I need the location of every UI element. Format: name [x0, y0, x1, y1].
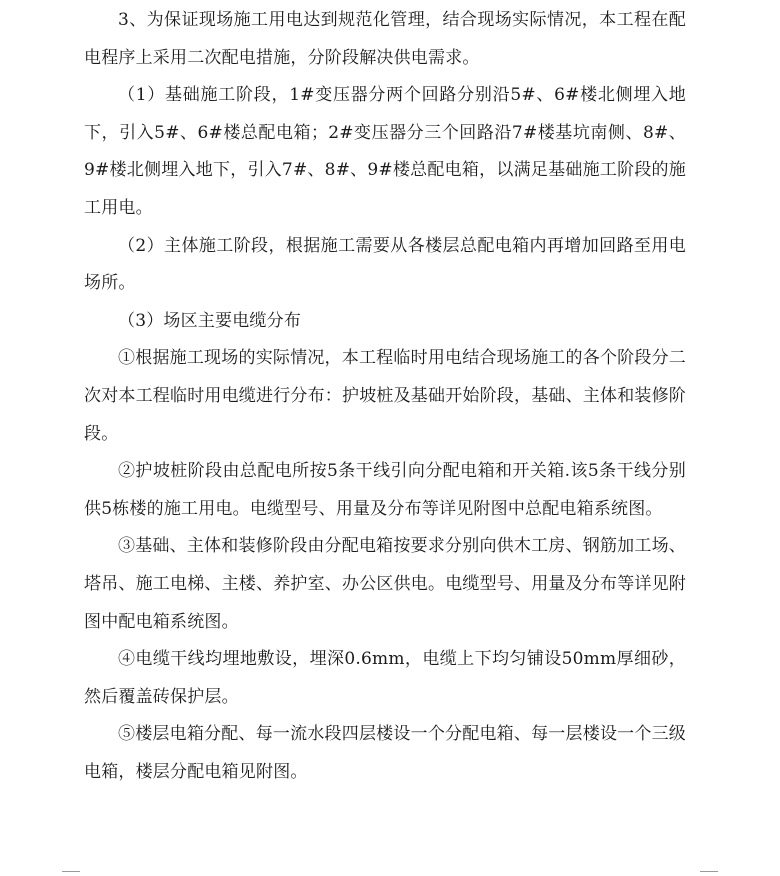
- paragraph-main-structure-stage: （2）主体施工阶段，根据施工需要从各楼层总配电箱内再增加回路至用电场所。: [84, 235, 686, 294]
- page-corner-mark-right: [700, 871, 718, 872]
- document-body: [84, 2, 686, 791]
- paragraph-item-2: ②护坡桩阶段由总配电所按5条干线引向分配电箱和开关箱.该5条干线分别供5栋楼的施工用电。电缆型号、用量及分布等详见附图中总配电箱系统图。: [84, 461, 686, 519]
- page-corner-mark-left: [62, 871, 80, 872]
- paragraph-item-4: ④电缆干线均埋地敷设，埋深0.6mm，电缆上下均匀铺设50mm厚细砂，然后覆盖砖保护层。: [84, 649, 686, 707]
- paragraph-item-5: ⑤楼层电箱分配、每一流水段四层楼设一个分配电箱、每一层楼设一个三级电箱，楼层分配电箱见附图。: [84, 724, 686, 782]
- paragraph-cable-distribution-heading: （3）场区主要电缆分布: [118, 310, 302, 331]
- paragraph-foundation-stage: （1）基础施工阶段，1#变压器分两个回路分别沿5#、6#楼北侧埋入地下，引入5#、6#楼总配电箱；2#变压器分三个回路沿7#楼基坑南侧、8#、9#楼北侧埋入地下，引入7#、8#、9#楼总配电箱，以满足基础施工阶段的施工用电。: [84, 85, 686, 218]
- paragraph-power-measures: 3、为保证现场施工用电达到规范化管理，结合现场实际情况，本工程在配电程序上采用二次配电措施，分阶段解决供电需求。: [84, 10, 686, 68]
- paragraph-item-3: ③基础、主体和装修阶段由分配电箱按要求分别向供木工房、钢筋加工场、塔吊、施工电梯、主楼、养护室、办公区供电。电缆型号、用量及分布等详见附图中配电箱系统图。: [84, 536, 686, 632]
- paragraph-item-1: ①根据施工现场的实际情况，本工程临时用电结合现场施工的各个阶段分二次对本工程临时用电缆进行分布：护坡桩及基础开始阶段，基础、主体和装修阶段。: [84, 348, 686, 444]
